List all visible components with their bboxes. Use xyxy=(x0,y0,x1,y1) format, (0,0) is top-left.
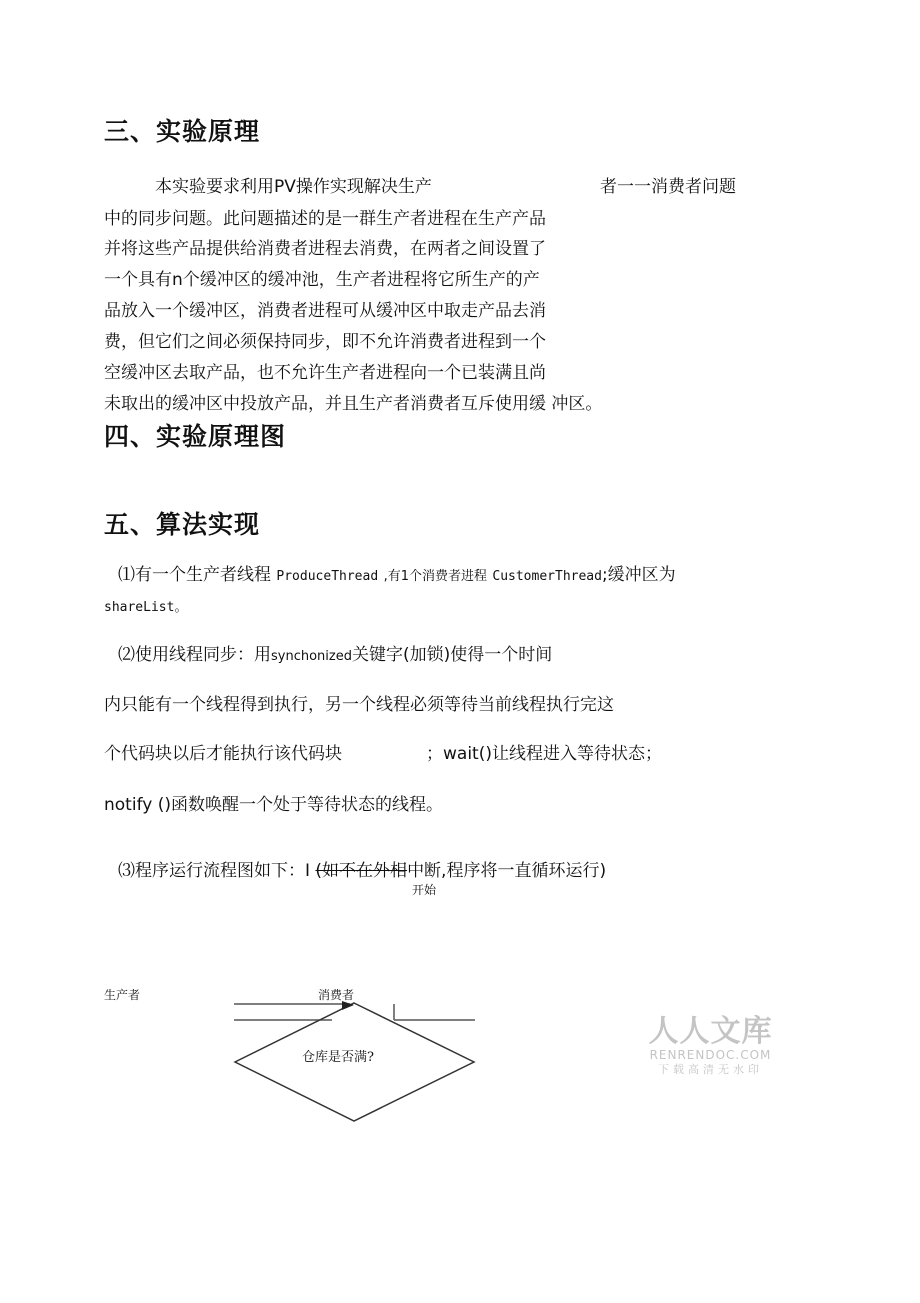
algo-item-3-struck: (如不在外相 xyxy=(315,861,408,881)
code-share-list: shareList。 xyxy=(104,600,188,615)
principle-line: 中的同步问题。此问题描述的是一群生产者进程在生产产品 xyxy=(104,209,546,229)
principle-line-1b: 者一一消费者问题 xyxy=(600,177,736,197)
flow-start-label: 开始 xyxy=(412,883,437,897)
section-5-title: 五、算法实现 xyxy=(104,510,261,539)
flow-producer-label: 生产者 xyxy=(104,988,141,1002)
code-customer-thread: CustomerThread xyxy=(492,569,602,584)
principle-line: 品放入一个缓冲区，消费者进程可从缓冲区中取走产品去消 xyxy=(104,301,546,321)
algo-item-1-prefix: ⑴有一个生产者线程 xyxy=(118,565,271,585)
principle-line: 并将这些产品提供给消费者进程去消费，在两者之间设置了 xyxy=(104,239,546,259)
code-produce-thread: ProduceThread xyxy=(276,569,379,584)
code-synchronized: synchonized xyxy=(271,649,352,664)
principle-line: 费，但它们之间必须保持同步，即不允许消费者进程到一个 xyxy=(104,332,546,352)
algo-item-3-prefix: ⑶程序运行流程图如下：I xyxy=(118,861,311,881)
algo-item-1-suffix: ;缓冲区为 xyxy=(601,565,676,585)
algo-item-1-mid: ,有1个消费者进程 xyxy=(383,569,487,584)
principle-line: 未取出的缓冲区中投放产品，并且生产者消费者互斥使用缓 冲区。 xyxy=(104,394,603,414)
algo-item-2-suffix: 关键字(加锁)使得一个时间 xyxy=(351,645,553,665)
flow-decision-label: 仓库是否满? xyxy=(302,1050,374,1065)
algo-item-2-line-2: 内只能有一个线程得到执行，另一个线程必须等待当前线程执行完这 xyxy=(104,695,614,715)
watermark-url: RENRENDOC.COM xyxy=(649,1048,772,1062)
section-4-title: 四、实验原理图 xyxy=(104,422,287,451)
principle-line: 一个具有n个缓冲区的缓冲池，生产者进程将它所生产的产 xyxy=(104,270,540,290)
algo-item-2-prefix: ⑵使用线程同步：用 xyxy=(118,645,271,665)
principle-line-1a: 本实验要求利用PV操作实现解决生产 xyxy=(155,177,432,197)
algo-item-2-line-3a: 个代码块以后才能执行该代码块 xyxy=(104,744,342,764)
algo-item-3-suffix: 中断,程序将一直循环运行) xyxy=(407,861,607,881)
flow-consumer-label: 消费者 xyxy=(318,988,355,1002)
watermark-subtitle: 下载高清无水印 xyxy=(658,1063,763,1076)
algo-item-2-line-4: notify ()函数唤醒一个处于等待状态的线程。 xyxy=(104,795,443,815)
section-3-title: 三、实验原理 xyxy=(104,117,261,146)
algo-item-2-line-3b: ；wait()让线程进入等待状态； xyxy=(426,744,662,764)
principle-line: 空缓冲区去取产品，也不允许生产者进程向一个已装满且尚 xyxy=(104,363,546,383)
watermark-brand: 人人文库 xyxy=(648,1014,773,1049)
watermark xyxy=(648,1016,773,1078)
